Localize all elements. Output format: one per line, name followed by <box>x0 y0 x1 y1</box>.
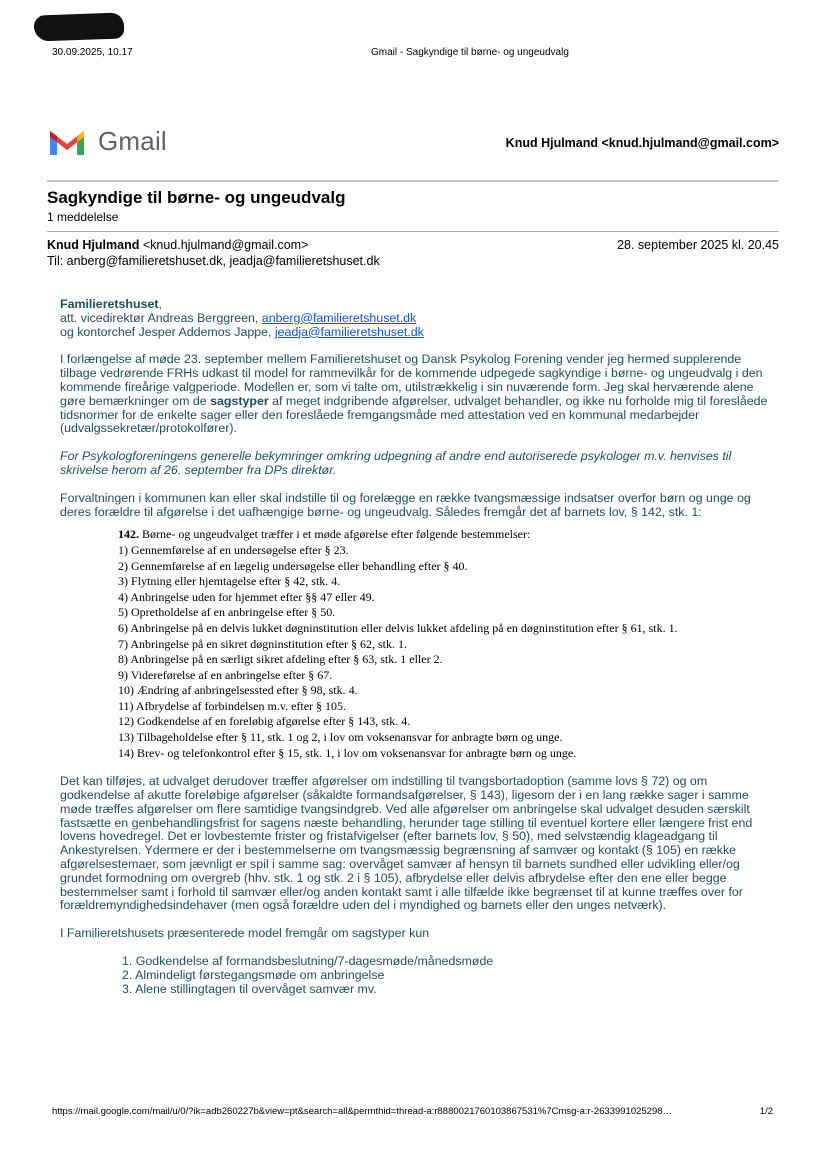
message-recipients: Til: anberg@familieretshuset.dk, jeadja@familieretshuset.dk <box>47 254 380 268</box>
sender-email: <knud.hjulmand@gmail.com> <box>142 238 309 252</box>
sender-name: Knud Hjulmand <box>47 238 140 252</box>
law-item: 5) Opretholdelse af en anbringelse efter § 50. <box>118 605 336 620</box>
law-item: 11) Afbrydelse af forbindelsen m.v. efter § 105. <box>118 698 347 713</box>
thread-subject: Sagkyndige til børne- og ungeudvalg <box>47 188 346 207</box>
law-item: 10) Ændring af anbringelsessted efter § 98, stk. 4. <box>118 683 358 698</box>
redaction-mark <box>34 12 125 41</box>
header-divider <box>47 180 779 182</box>
email-link-anberg[interactable]: anberg@familieretshuset.dk <box>261 310 417 325</box>
paragraph-law-intro: Forvaltningen i kommunen kan eller skal indstille til og forelægge en række tvangsmæssige indsatser overfor børn og unge og deres forældre til afgørelse i det uafhængige børne- og ungeudvalg. Således fremgår det af barnets lov, § 142, stk. 1: <box>60 490 751 519</box>
law-item: 7) Anbringelse på en sikret døgninstitution efter § 62, stk. 1. <box>118 636 407 651</box>
gmail-logo-icon <box>47 127 87 157</box>
paragraph-intro: I forlængelse af møde 23. september mellem Familieretshuset og Dansk Psykolog Forening vender jeg hermed supplerende tilbage vedrørende FRHs udkast til model for rammevilkår for de kommende udpegede sagkyndige i børne- og ungeudvalg i den kommende fireårige valgperiode. Modellen er, som vi talte om, utilstrækkelig i sin nuværende form. Jeg skal herværende alene gøre bemærkninger om de sagstyper af meget indgribende afgørelser, udvalget behandler, og ikke nu forholde mig til foreslåede tidsnormer for de enkelte sager eller den foreslåede fremgangsmåde med attestation ved en kommunal medarbejder (udvalgssekretær/protokolfører). <box>60 352 768 436</box>
law-quote <box>118 527 772 761</box>
account-label: Knud Hjulmand <knud.hjulmand@gmail.com> <box>505 136 779 150</box>
law-item: 13) Tilbageholdelse efter § 11, stk. 1 og 2, i lov om voksenansvar for anbragte børn og unge. <box>118 730 563 745</box>
paragraph-reference: For Psykologforeningens generelle bekymringer omkring udpegning af andre end autoriserede psykologer m.v. henvises til skrivelse herom af 26. september fra DPs direktør. <box>60 449 732 477</box>
email-link-jeadja[interactable]: jeadja@familieretshuset.dk <box>274 324 424 339</box>
print-footer-url: https://mail.google.com/mail/u/0/?ik=adb260227b&view=pt&search=all&permthid=thread-a:r8880021760103867531%7Cmsg-a:r-2633991025298… <box>52 1106 673 1117</box>
print-datetime: 30.09.2025, 10.17 <box>52 47 133 58</box>
list-item: 3. Alene stillingtagen til overvåget samvær mv. <box>122 981 377 996</box>
message-count: 1 meddelelse <box>47 210 119 224</box>
print-title: Gmail - Sagkyndige til børne- og ungeudvalg <box>371 47 569 58</box>
list-item: 1. Godkendelse af formandsbeslutning/7-dagesmøde/månedsmøde <box>122 954 494 969</box>
salutation-org: Familieretshuset, <box>60 297 162 311</box>
message-body <box>60 298 772 996</box>
law-item: 1) Gennemførelse af en undersøgelse efter § 23. <box>118 542 349 557</box>
gmail-wordmark: Gmail <box>98 126 167 156</box>
law-item: 8) Anbringelse på en særligt sikret afdeling efter § 63, stk. 1 eller 2. <box>118 652 443 667</box>
salutation-line-2: att. vicedirektør Andreas Berggreen, anberg@familieretshuset.dk <box>60 310 417 325</box>
law-item: 12) Godkendelse af en foreløbig afgørelse efter § 143, stk. 4. <box>118 714 411 729</box>
message-date: 28. september 2025 kl. 20.45 <box>617 238 779 252</box>
law-item: 14) Brev- og telefonkontrol efter § 15, stk. 1, i lov om voksenansvar for anbragte børn og unge. <box>118 745 577 760</box>
law-item: 6) Anbringelse på en delvis lukket døgninstitution eller delvis lukket afdeling på en døgninstitution efter § 61, stk. 1. <box>118 620 678 635</box>
model-list <box>122 955 772 996</box>
law-item: 4) Anbringelse uden for hjemmet efter §§ 47 eller 49. <box>118 589 375 604</box>
salutation-line-3: og kontorchef Jesper Addemos Jappe, jeadja@familieretshuset.dk <box>60 324 424 339</box>
paragraph-model: I Familieretshusets præsenterede model fremgår om sagstyper kun <box>60 926 430 941</box>
list-item: 2. Almindeligt førstegangsmøde om anbringelse <box>122 967 385 982</box>
print-page-number: 1/2 <box>759 1106 773 1117</box>
message-divider <box>47 231 779 232</box>
paragraph-additional: Det kan tilføjes, at udvalget derudover træffer afgørelser om indstilling til tvangsbortadoption (samme lovs § 72) og om godkendelse af akutte foreløbige afgørelser (såkaldte formandsafgørelser, § 143), ligesom der i en lang række sager i samme møde træffes afgørelser om flere samtidige tvangsindgreb. Ved alle afgørelser om anbringelse skal udvalget desuden særskilt fastsætte en genbehandlingsfrist for sagens næste behandling, herunder tage stilling til eventuel kortere eller længere frist end lovens hovedregel. Det er lovbestemte frister og fristafvigelser (efter barnets lov, § 50), med selvstændig klageadgang til Ankestyrelsen. Ydermere er der i bestemmelserne om tvangsmæssig begrænsning af samvær og kontakt (§ 105) en række afgørelsestemaer, som jævnligt er spil i samme sag: overvåget samvær af hensyn til barnets sundhed eller udvikling eller/og grundet formodning om overgreb (hhv. stk. 1 og stk. 2 i § 105), afbrydelse eller delvis afbrydelse efter den ene eller begge bestemmelser samt i forhold til samvær eller/og anden kontakt samt i alle tilfælde ikke begrænset til at kunne træffes over for forældremyndighedsindehaver (men også forældre uden del i myndighed og barnets eller den unges netværk). <box>60 774 753 913</box>
law-item: 2) Gennemførelse af en lægelig undersøgelse eller behandling efter § 40. <box>118 558 468 573</box>
law-item: 9) Videreførelse af en anbringelse efter § 67. <box>118 667 333 682</box>
message-from <box>47 238 308 252</box>
law-heading: 142. Børne- og ungeudvalget træffer i et møde afgørelse efter følgende bestemmelser: <box>118 527 531 542</box>
law-item: 3) Flytning eller hjemtagelse efter § 42, stk. 4. <box>118 574 341 589</box>
